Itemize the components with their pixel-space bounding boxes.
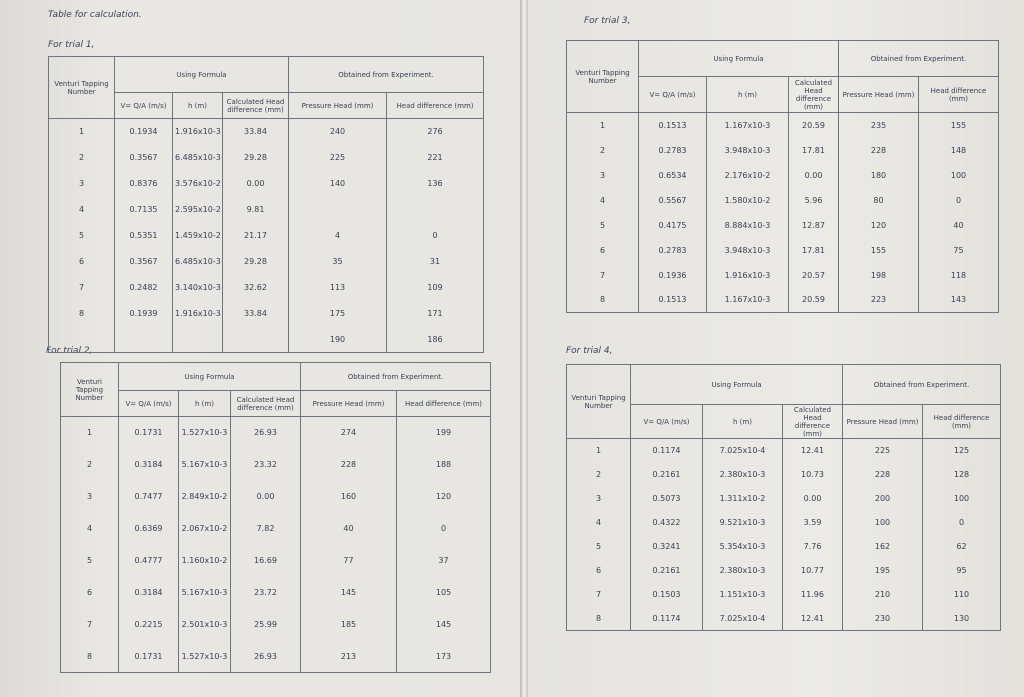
velocity-cell: 0.2161 bbox=[631, 559, 703, 583]
calc-head-cell: 5.96 bbox=[789, 188, 839, 213]
tapping-number-cell: 8 bbox=[567, 288, 639, 313]
pressure-head-cell: 240 bbox=[289, 119, 387, 145]
table-row bbox=[567, 188, 999, 213]
tapping-number-cell: 3 bbox=[567, 163, 639, 188]
head-diff-cell: 37 bbox=[397, 545, 491, 577]
h-cell: 5.167x10-3 bbox=[179, 449, 231, 481]
pressure-head-cell: 235 bbox=[839, 113, 919, 138]
h-cell: 2.849x10-2 bbox=[179, 481, 231, 513]
trial-2-table bbox=[60, 362, 491, 673]
velocity-cell: 0.5567 bbox=[639, 188, 707, 213]
trial-1-table bbox=[48, 56, 484, 353]
tapping-number-cell: 4 bbox=[49, 197, 115, 223]
trial-3-table bbox=[566, 40, 999, 313]
h-cell: 1.167x10-3 bbox=[707, 113, 789, 138]
calc-head-cell: 3.59 bbox=[783, 511, 843, 535]
pressure-head-cell: 77 bbox=[301, 545, 397, 577]
tapping-number-cell: 2 bbox=[567, 463, 631, 487]
tapping-number-cell: 1 bbox=[567, 113, 639, 138]
velocity-cell: 0.1174 bbox=[631, 439, 703, 463]
head-diff-cell: 105 bbox=[397, 577, 491, 609]
calc-head-cell: 23.72 bbox=[231, 577, 301, 609]
tapping-number-cell: 2 bbox=[567, 138, 639, 163]
table-row bbox=[61, 641, 491, 673]
tapping-number-cell: 5 bbox=[567, 535, 631, 559]
pressure-head-cell: 180 bbox=[839, 163, 919, 188]
h-cell: 3.140x10-3 bbox=[173, 275, 223, 301]
table-row bbox=[61, 513, 491, 545]
calc-head-cell: 0.00 bbox=[223, 171, 289, 197]
h-cell: 3.948x10-3 bbox=[707, 138, 789, 163]
head-diff-cell: 143 bbox=[919, 288, 999, 313]
using-formula-header: Using Formula bbox=[631, 365, 843, 405]
head-diff-cell: 100 bbox=[919, 163, 999, 188]
velocity-cell: 0.8376 bbox=[115, 171, 173, 197]
table-row bbox=[567, 138, 999, 163]
tapping-number-cell: 7 bbox=[567, 583, 631, 607]
calc-head-cell: 7.76 bbox=[783, 535, 843, 559]
h-cell: 3.576x10-2 bbox=[173, 171, 223, 197]
velocity-cell: 0.1731 bbox=[119, 641, 179, 673]
table-row bbox=[567, 213, 999, 238]
tapping-number-cell bbox=[49, 327, 115, 353]
pressure-head-cell: 4 bbox=[289, 223, 387, 249]
pressure-head-header: Pressure Head (mm) bbox=[301, 391, 397, 417]
velocity-cell: 0.5073 bbox=[631, 487, 703, 511]
head-diff-cell: 118 bbox=[919, 263, 999, 288]
head-diff-cell: 221 bbox=[387, 145, 484, 171]
table-row bbox=[567, 511, 1001, 535]
h-cell: 8.884x10-3 bbox=[707, 213, 789, 238]
calc-head-cell: 12.41 bbox=[783, 439, 843, 463]
pressure-head-cell: 230 bbox=[843, 607, 923, 631]
trial-3-body bbox=[567, 113, 999, 313]
obtained-header: Obtained from Experiment. bbox=[289, 57, 484, 93]
tapping-number-cell: 1 bbox=[61, 417, 119, 449]
calc-head-header: Calculated Head difference (mm) bbox=[789, 77, 839, 113]
h-cell: 1.311x10-2 bbox=[703, 487, 783, 511]
tapping-number-cell: 5 bbox=[49, 223, 115, 249]
h-cell: 1.916x10-3 bbox=[173, 301, 223, 327]
velocity-cell: 0.3241 bbox=[631, 535, 703, 559]
calc-head-cell: 7.82 bbox=[231, 513, 301, 545]
velocity-cell: 0.1939 bbox=[115, 301, 173, 327]
calc-head-cell: 10.73 bbox=[783, 463, 843, 487]
trial-4-body bbox=[567, 439, 1001, 631]
velocity-cell: 0.3184 bbox=[119, 449, 179, 481]
pressure-head-cell: 213 bbox=[301, 641, 397, 673]
head-diff-cell: 31 bbox=[387, 249, 484, 275]
trial-4-label: For trial 4, bbox=[566, 346, 613, 356]
pressure-head-cell: 113 bbox=[289, 275, 387, 301]
calc-head-cell: 29.28 bbox=[223, 145, 289, 171]
head-diff-cell: 173 bbox=[397, 641, 491, 673]
table-row bbox=[567, 163, 999, 188]
head-diff-cell: 120 bbox=[397, 481, 491, 513]
calc-head-cell: 9.81 bbox=[223, 197, 289, 223]
table-row bbox=[567, 487, 1001, 511]
table-row bbox=[49, 119, 484, 145]
calc-head-cell: 0.00 bbox=[231, 481, 301, 513]
table-row bbox=[567, 559, 1001, 583]
h-header: h (m) bbox=[707, 77, 789, 113]
table-row bbox=[567, 463, 1001, 487]
velocity-cell: 0.2783 bbox=[639, 238, 707, 263]
trial-2-label: For trial 2, bbox=[46, 346, 93, 356]
velocity-cell: 0.7135 bbox=[115, 197, 173, 223]
table-row bbox=[49, 197, 484, 223]
velocity-cell: 0.1503 bbox=[631, 583, 703, 607]
head-diff-cell: 276 bbox=[387, 119, 484, 145]
pressure-head-cell: 223 bbox=[839, 288, 919, 313]
calc-head-cell: 11.96 bbox=[783, 583, 843, 607]
h-cell: 6.485x10-3 bbox=[173, 145, 223, 171]
table-row bbox=[567, 583, 1001, 607]
tapping-number-cell: 2 bbox=[49, 145, 115, 171]
table-row bbox=[61, 609, 491, 641]
head-diff-header: Head difference (mm) bbox=[919, 77, 999, 113]
tapping-number-cell: 6 bbox=[49, 249, 115, 275]
head-diff-cell: 128 bbox=[923, 463, 1001, 487]
tapping-number-cell: 4 bbox=[567, 188, 639, 213]
h-header: h (m) bbox=[173, 93, 223, 119]
head-diff-cell: 0 bbox=[923, 511, 1001, 535]
pressure-head-cell: 80 bbox=[839, 188, 919, 213]
calc-head-cell: 20.57 bbox=[789, 263, 839, 288]
tapping-number-cell: 1 bbox=[49, 119, 115, 145]
tapping-number-cell: 8 bbox=[567, 607, 631, 631]
head-diff-cell: 100 bbox=[923, 487, 1001, 511]
tapping-number-cell: 3 bbox=[567, 487, 631, 511]
table-row bbox=[567, 113, 999, 138]
calc-head-cell: 17.81 bbox=[789, 138, 839, 163]
velocity-cell: 0.4777 bbox=[119, 545, 179, 577]
calc-head-cell: 25.99 bbox=[231, 609, 301, 641]
calc-head-cell: 32.62 bbox=[223, 275, 289, 301]
h-cell: 1.580x10-2 bbox=[707, 188, 789, 213]
table-row bbox=[567, 535, 1001, 559]
velocity-cell: 0.2215 bbox=[119, 609, 179, 641]
h-cell: 7.025x10-4 bbox=[703, 439, 783, 463]
using-formula-header: Using Formula bbox=[639, 41, 839, 77]
pressure-head-cell: 225 bbox=[843, 439, 923, 463]
head-diff-cell: 62 bbox=[923, 535, 1001, 559]
velocity-cell: 0.1731 bbox=[119, 417, 179, 449]
velocity-header: V= Q/A (m/s) bbox=[631, 405, 703, 439]
head-diff-cell: 155 bbox=[919, 113, 999, 138]
tapping-number-cell: 5 bbox=[567, 213, 639, 238]
h-cell: 2.067x10-2 bbox=[179, 513, 231, 545]
velocity-header: V= Q/A (m/s) bbox=[639, 77, 707, 113]
head-diff-header: Head difference (mm) bbox=[387, 93, 484, 119]
table-row bbox=[49, 223, 484, 249]
head-diff-cell: 171 bbox=[387, 301, 484, 327]
table-row bbox=[567, 288, 999, 313]
velocity-cell: 0.6369 bbox=[119, 513, 179, 545]
tapping-number-cell: 8 bbox=[49, 301, 115, 327]
head-diff-cell: 136 bbox=[387, 171, 484, 197]
obtained-header: Obtained from Experiment. bbox=[843, 365, 1001, 405]
velocity-cell: 0.3567 bbox=[115, 249, 173, 275]
calc-head-cell: 17.81 bbox=[789, 238, 839, 263]
velocity-header: V= Q/A (m/s) bbox=[115, 93, 173, 119]
calc-head-header: Calculated Head difference (mm) bbox=[783, 405, 843, 439]
velocity-cell bbox=[115, 327, 173, 353]
pressure-head-cell: 35 bbox=[289, 249, 387, 275]
calc-head-cell: 21.17 bbox=[223, 223, 289, 249]
velocity-cell: 0.1934 bbox=[115, 119, 173, 145]
table-row bbox=[61, 481, 491, 513]
tapping-number-cell: 2 bbox=[61, 449, 119, 481]
velocity-cell: 0.4175 bbox=[639, 213, 707, 238]
h-cell: 1.151x10-3 bbox=[703, 583, 783, 607]
pressure-head-cell: 228 bbox=[301, 449, 397, 481]
h-cell: 1.527x10-3 bbox=[179, 417, 231, 449]
calc-head-header: Calculated Head difference (mm) bbox=[223, 93, 289, 119]
h-cell: 1.916x10-3 bbox=[173, 119, 223, 145]
tapping-number-cell: 7 bbox=[61, 609, 119, 641]
pressure-head-cell: 200 bbox=[843, 487, 923, 511]
table-row bbox=[49, 275, 484, 301]
calc-head-cell: 0.00 bbox=[783, 487, 843, 511]
h-cell: 1.160x10-2 bbox=[179, 545, 231, 577]
velocity-cell: 0.1513 bbox=[639, 288, 707, 313]
head-diff-header: Head difference (mm) bbox=[397, 391, 491, 417]
pressure-head-cell: 190 bbox=[289, 327, 387, 353]
calc-head-cell: 29.28 bbox=[223, 249, 289, 275]
h-cell: 9.521x10-3 bbox=[703, 511, 783, 535]
velocity-cell: 0.4322 bbox=[631, 511, 703, 535]
head-diff-cell: 109 bbox=[387, 275, 484, 301]
trial-1-label: For trial 1, bbox=[48, 40, 95, 50]
calc-head-cell: 12.41 bbox=[783, 607, 843, 631]
table-row bbox=[567, 439, 1001, 463]
head-diff-cell: 130 bbox=[923, 607, 1001, 631]
venturi-header: Venturi Tapping Number bbox=[49, 57, 115, 119]
calc-head-cell: 20.59 bbox=[789, 113, 839, 138]
head-diff-cell: 188 bbox=[397, 449, 491, 481]
tapping-number-cell: 5 bbox=[61, 545, 119, 577]
table-row bbox=[49, 301, 484, 327]
head-diff-cell bbox=[387, 197, 484, 223]
table-row bbox=[61, 417, 491, 449]
tapping-number-cell: 4 bbox=[567, 511, 631, 535]
h-header: h (m) bbox=[179, 391, 231, 417]
velocity-cell: 0.3184 bbox=[119, 577, 179, 609]
tapping-number-cell: 7 bbox=[49, 275, 115, 301]
h-cell: 1.916x10-3 bbox=[707, 263, 789, 288]
pressure-head-header: Pressure Head (mm) bbox=[839, 77, 919, 113]
tapping-number-cell: 4 bbox=[61, 513, 119, 545]
head-diff-cell: 40 bbox=[919, 213, 999, 238]
h-cell: 2.501x10-3 bbox=[179, 609, 231, 641]
calc-head-cell: 10.77 bbox=[783, 559, 843, 583]
table-row bbox=[49, 249, 484, 275]
trial-1-body bbox=[49, 119, 484, 353]
velocity-cell: 0.1513 bbox=[639, 113, 707, 138]
tapping-number-cell: 3 bbox=[61, 481, 119, 513]
head-diff-cell: 75 bbox=[919, 238, 999, 263]
h-cell: 7.025x10-4 bbox=[703, 607, 783, 631]
venturi-header: Venturi Tapping Number bbox=[567, 41, 639, 113]
calc-head-cell: 0.00 bbox=[789, 163, 839, 188]
calc-head-cell bbox=[223, 327, 289, 353]
h-cell: 6.485x10-3 bbox=[173, 249, 223, 275]
table-row bbox=[567, 263, 999, 288]
pressure-head-cell: 40 bbox=[301, 513, 397, 545]
velocity-header: V= Q/A (m/s) bbox=[119, 391, 179, 417]
velocity-cell: 0.2161 bbox=[631, 463, 703, 487]
calc-head-cell: 26.93 bbox=[231, 641, 301, 673]
pressure-head-cell: 210 bbox=[843, 583, 923, 607]
trial-4-table bbox=[566, 364, 1001, 631]
venturi-header: Venturi Tapping Number bbox=[567, 365, 631, 439]
obtained-header: Obtained from Experiment. bbox=[301, 363, 491, 391]
table-row bbox=[61, 545, 491, 577]
velocity-cell: 0.7477 bbox=[119, 481, 179, 513]
using-formula-header: Using Formula bbox=[115, 57, 289, 93]
table-row bbox=[49, 145, 484, 171]
table-row bbox=[61, 577, 491, 609]
using-formula-header: Using Formula bbox=[119, 363, 301, 391]
head-diff-cell: 199 bbox=[397, 417, 491, 449]
tapping-number-cell: 3 bbox=[49, 171, 115, 197]
velocity-cell: 0.1174 bbox=[631, 607, 703, 631]
pressure-head-header: Pressure Head (mm) bbox=[843, 405, 923, 439]
calc-head-cell: 33.84 bbox=[223, 119, 289, 145]
pressure-head-cell: 198 bbox=[839, 263, 919, 288]
pressure-head-cell: 162 bbox=[843, 535, 923, 559]
venturi-header: Venturi Tapping Number bbox=[61, 363, 119, 417]
table-row bbox=[567, 607, 1001, 631]
head-diff-cell: 0 bbox=[919, 188, 999, 213]
calc-head-cell: 33.84 bbox=[223, 301, 289, 327]
pressure-head-cell: 145 bbox=[301, 577, 397, 609]
velocity-cell: 0.5351 bbox=[115, 223, 173, 249]
calc-head-cell: 23.32 bbox=[231, 449, 301, 481]
trial-3-label: For trial 3, bbox=[584, 16, 631, 26]
h-cell: 2.380x10-3 bbox=[703, 463, 783, 487]
tapping-number-cell: 1 bbox=[567, 439, 631, 463]
page-fold bbox=[520, 0, 528, 697]
table-row bbox=[567, 238, 999, 263]
h-cell: 1.459x10-2 bbox=[173, 223, 223, 249]
trial-2-body bbox=[61, 417, 491, 673]
head-diff-cell: 0 bbox=[397, 513, 491, 545]
pressure-head-cell: 140 bbox=[289, 171, 387, 197]
pressure-head-cell bbox=[289, 197, 387, 223]
tapping-number-cell: 6 bbox=[61, 577, 119, 609]
head-diff-cell: 0 bbox=[387, 223, 484, 249]
pressure-head-header: Pressure Head (mm) bbox=[289, 93, 387, 119]
tapping-number-cell: 6 bbox=[567, 559, 631, 583]
table-row bbox=[49, 171, 484, 197]
pressure-head-cell: 185 bbox=[301, 609, 397, 641]
head-diff-cell: 148 bbox=[919, 138, 999, 163]
h-cell: 1.527x10-3 bbox=[179, 641, 231, 673]
pressure-head-cell: 175 bbox=[289, 301, 387, 327]
head-diff-header: Head difference (mm) bbox=[923, 405, 1001, 439]
head-diff-cell: 110 bbox=[923, 583, 1001, 607]
calc-head-cell: 26.93 bbox=[231, 417, 301, 449]
calc-head-cell: 16.69 bbox=[231, 545, 301, 577]
calc-head-cell: 20.59 bbox=[789, 288, 839, 313]
pressure-head-cell: 155 bbox=[839, 238, 919, 263]
pressure-head-cell: 225 bbox=[289, 145, 387, 171]
h-cell: 5.167x10-3 bbox=[179, 577, 231, 609]
head-diff-cell: 95 bbox=[923, 559, 1001, 583]
table-row bbox=[61, 449, 491, 481]
h-cell: 2.380x10-3 bbox=[703, 559, 783, 583]
velocity-cell: 0.1936 bbox=[639, 263, 707, 288]
h-cell: 3.948x10-3 bbox=[707, 238, 789, 263]
page-title: Table for calculation. bbox=[48, 10, 142, 20]
table-row bbox=[49, 327, 484, 353]
head-diff-cell: 145 bbox=[397, 609, 491, 641]
pressure-head-cell: 195 bbox=[843, 559, 923, 583]
obtained-header: Obtained from Experiment. bbox=[839, 41, 999, 77]
head-diff-cell: 125 bbox=[923, 439, 1001, 463]
h-header: h (m) bbox=[703, 405, 783, 439]
velocity-cell: 0.2482 bbox=[115, 275, 173, 301]
pressure-head-cell: 274 bbox=[301, 417, 397, 449]
tapping-number-cell: 6 bbox=[567, 238, 639, 263]
pressure-head-cell: 228 bbox=[843, 463, 923, 487]
pressure-head-cell: 120 bbox=[839, 213, 919, 238]
h-cell: 5.354x10-3 bbox=[703, 535, 783, 559]
tapping-number-cell: 8 bbox=[61, 641, 119, 673]
velocity-cell: 0.6534 bbox=[639, 163, 707, 188]
h-cell: 2.595x10-2 bbox=[173, 197, 223, 223]
tapping-number-cell: 7 bbox=[567, 263, 639, 288]
pressure-head-cell: 160 bbox=[301, 481, 397, 513]
calc-head-header: Calculated Head difference (mm) bbox=[231, 391, 301, 417]
velocity-cell: 0.2783 bbox=[639, 138, 707, 163]
h-cell bbox=[173, 327, 223, 353]
calc-head-cell: 12.87 bbox=[789, 213, 839, 238]
pressure-head-cell: 228 bbox=[839, 138, 919, 163]
velocity-cell: 0.3567 bbox=[115, 145, 173, 171]
pressure-head-cell: 100 bbox=[843, 511, 923, 535]
h-cell: 1.167x10-3 bbox=[707, 288, 789, 313]
h-cell: 2.176x10-2 bbox=[707, 163, 789, 188]
head-diff-cell: 186 bbox=[387, 327, 484, 353]
